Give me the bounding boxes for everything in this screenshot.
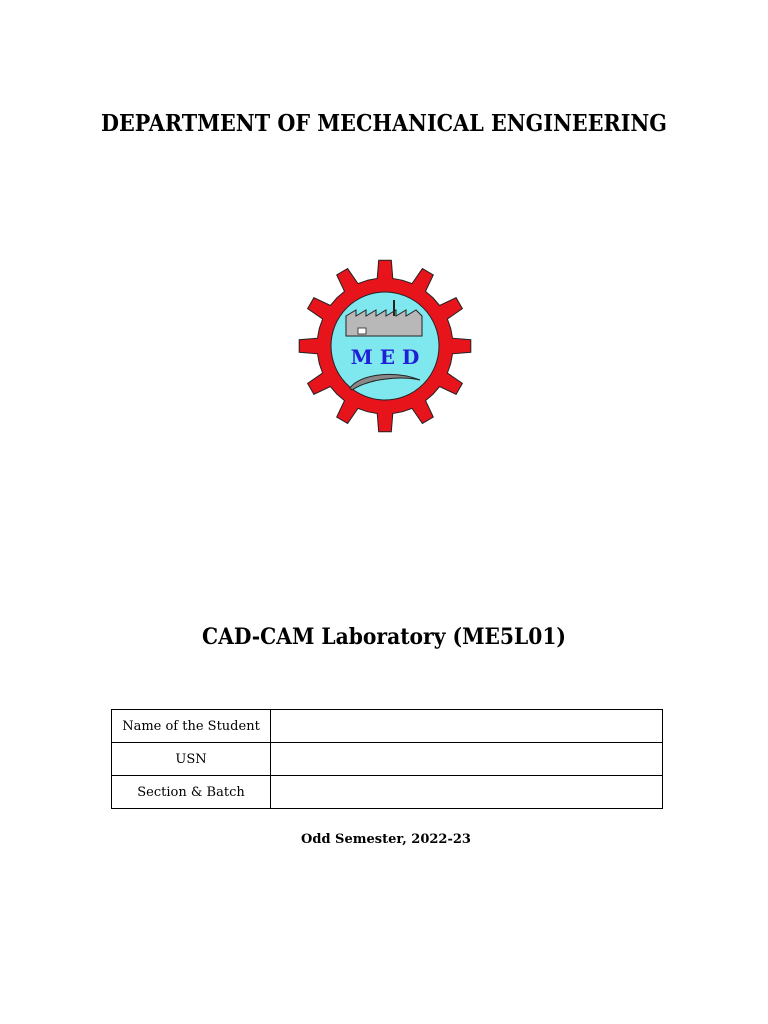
- usn-field[interactable]: [271, 743, 663, 776]
- name-field[interactable]: [271, 710, 663, 743]
- department-title: DEPARTMENT OF MECHANICAL ENGINEERING: [101, 110, 667, 137]
- name-label: Name of the Student: [112, 710, 271, 743]
- course-title: CAD-CAM Laboratory (ME5L01): [202, 624, 566, 650]
- table-row: [112, 743, 663, 776]
- student-info-table: [111, 709, 663, 809]
- semester-label: Odd Semester, 2022-23: [301, 832, 471, 847]
- section-batch-label: Section & Batch: [112, 776, 271, 809]
- usn-label: USN: [112, 743, 271, 776]
- med-logo: [298, 256, 472, 438]
- table-row: [112, 776, 663, 809]
- section-batch-field[interactable]: [271, 776, 663, 809]
- table-row: [112, 710, 663, 743]
- logo-text: M E D: [350, 345, 420, 369]
